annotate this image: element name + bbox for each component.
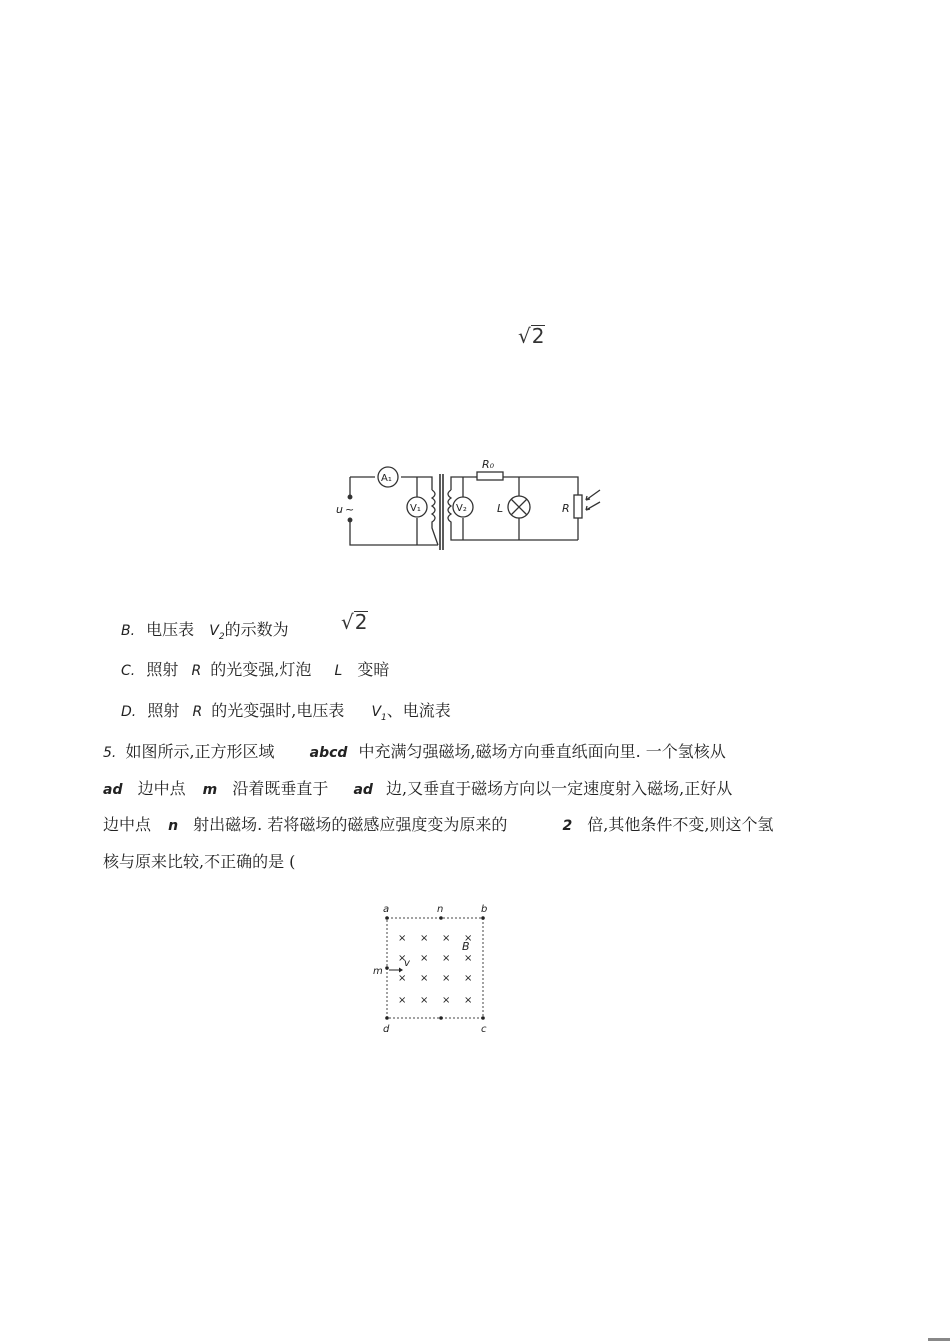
q5-l2-v3: ad — [353, 782, 373, 798]
field-cross-0-0: × — [398, 933, 407, 944]
q5-l2-t2: 沿着既垂直于 — [232, 779, 329, 798]
circuit-label-tilde: ~ — [345, 503, 355, 516]
field-cross-2-0: × — [398, 973, 407, 984]
question5-number: 5. — [103, 745, 117, 761]
q5-l3-v2: 2 — [562, 818, 573, 834]
field-label-m: m — [373, 966, 383, 977]
field-cross-3-2: × — [442, 995, 451, 1006]
q5-l2-v2: m — [202, 782, 218, 798]
field-cross-3-3: × — [464, 995, 473, 1006]
q5-l1-v1: abcd — [309, 745, 348, 761]
field-cross-2-3: × — [464, 973, 473, 984]
field-cross-1-2: × — [442, 953, 451, 964]
option-d-text1: 照射 — [147, 701, 180, 720]
option-c-var: R — [191, 663, 202, 679]
option-b-text2: 的示数为 — [224, 620, 289, 639]
option-c — [121, 660, 389, 681]
option-b-var: V — [209, 623, 219, 639]
circuit-label-u: u — [336, 503, 343, 516]
option-b-sub: 2 — [218, 632, 225, 643]
field-label-b: b — [481, 904, 488, 915]
question5-line2 — [103, 779, 732, 800]
circuit-label-v2: V₂ — [456, 503, 467, 514]
option-c-text2: 的光变强,灯泡 — [210, 660, 312, 679]
option-c-text1: 照射 — [146, 660, 179, 679]
q5-l2-t1: 边中点 — [137, 779, 186, 798]
field-label-d: d — [383, 1024, 390, 1035]
field-cross-3-0: × — [398, 995, 407, 1006]
option-b — [121, 620, 289, 647]
option-d — [121, 701, 451, 728]
question5-line3 — [103, 815, 773, 836]
option-d-prefix: D. — [121, 704, 137, 720]
top-sqrt-formula — [518, 324, 545, 348]
option-b-prefix: B. — [121, 623, 136, 639]
q5-l2-v1: ad — [103, 782, 123, 798]
field-label-a: a — [383, 904, 390, 915]
field-cross-2-1: × — [420, 973, 429, 984]
option-d-text2: 的光变强时,电压表 — [211, 701, 345, 720]
circuit-label-lamp: L — [497, 502, 504, 515]
option-d-sub2: 1 — [381, 713, 387, 724]
question5-line1 — [103, 742, 726, 763]
question5-line4 — [103, 852, 295, 872]
q5-l2-t3: 边,又垂直于磁场方向以一定速度射入磁场,正好从 — [386, 779, 733, 798]
field-cross-0-1: × — [420, 933, 429, 944]
field-label-v: v — [404, 958, 410, 969]
circuit-label-r0: R₀ — [482, 458, 495, 471]
circuit-label-r: R — [562, 502, 570, 515]
sqrt-sign: √ — [341, 610, 354, 634]
circuit-label-ammeter: A₁ — [381, 473, 392, 484]
field-cross-0-2: × — [442, 933, 451, 944]
option-d-var2: V — [371, 704, 382, 720]
q5-l3-t3: 倍,其他条件不变,则这个氢 — [587, 815, 774, 834]
q5-l3-v1: n — [168, 818, 179, 834]
q5-l4-t1: 核与原来比较,不正确的是 ( — [103, 852, 296, 871]
field-cross-1-1: × — [420, 953, 429, 964]
q5-l1-t2: 中充满匀强磁场,磁场方向垂直纸面向里. 一个氢核从 — [358, 742, 726, 761]
magnetic-field-diagram — [365, 900, 500, 1038]
sqrt-radicand: 2 — [531, 324, 545, 348]
sqrt-sign: √ — [518, 324, 531, 348]
option-d-var: R — [192, 704, 203, 720]
option-c-prefix: C. — [121, 663, 136, 679]
option-d-text3: 、电流表 — [386, 701, 451, 720]
option-b-text1: 电压表 — [146, 620, 195, 639]
option-c-text3: 变暗 — [357, 660, 390, 679]
option-b-radicand: 2 — [354, 610, 368, 634]
option-c-var2: L — [334, 663, 343, 679]
field-cross-2-2: × — [442, 973, 451, 984]
field-label-n: n — [437, 904, 444, 915]
q5-l3-t2: 射出磁场. 若将磁场的磁感应强度变为原来的 — [193, 815, 508, 834]
q5-l1-t1: 如图所示,正方形区域 — [125, 742, 275, 761]
circuit-diagram — [335, 450, 610, 555]
field-cross-1-3: × — [464, 953, 473, 964]
field-label-c: c — [481, 1024, 487, 1035]
field-cross-0-3: × — [464, 933, 473, 944]
q5-l3-t1: 边中点 — [103, 815, 152, 834]
field-cross-1-0: × — [398, 953, 407, 964]
field-label-B: B — [462, 940, 470, 953]
field-cross-3-1: × — [420, 995, 429, 1006]
circuit-label-v1: V₁ — [410, 503, 421, 514]
option-b-sqrt — [341, 610, 368, 634]
